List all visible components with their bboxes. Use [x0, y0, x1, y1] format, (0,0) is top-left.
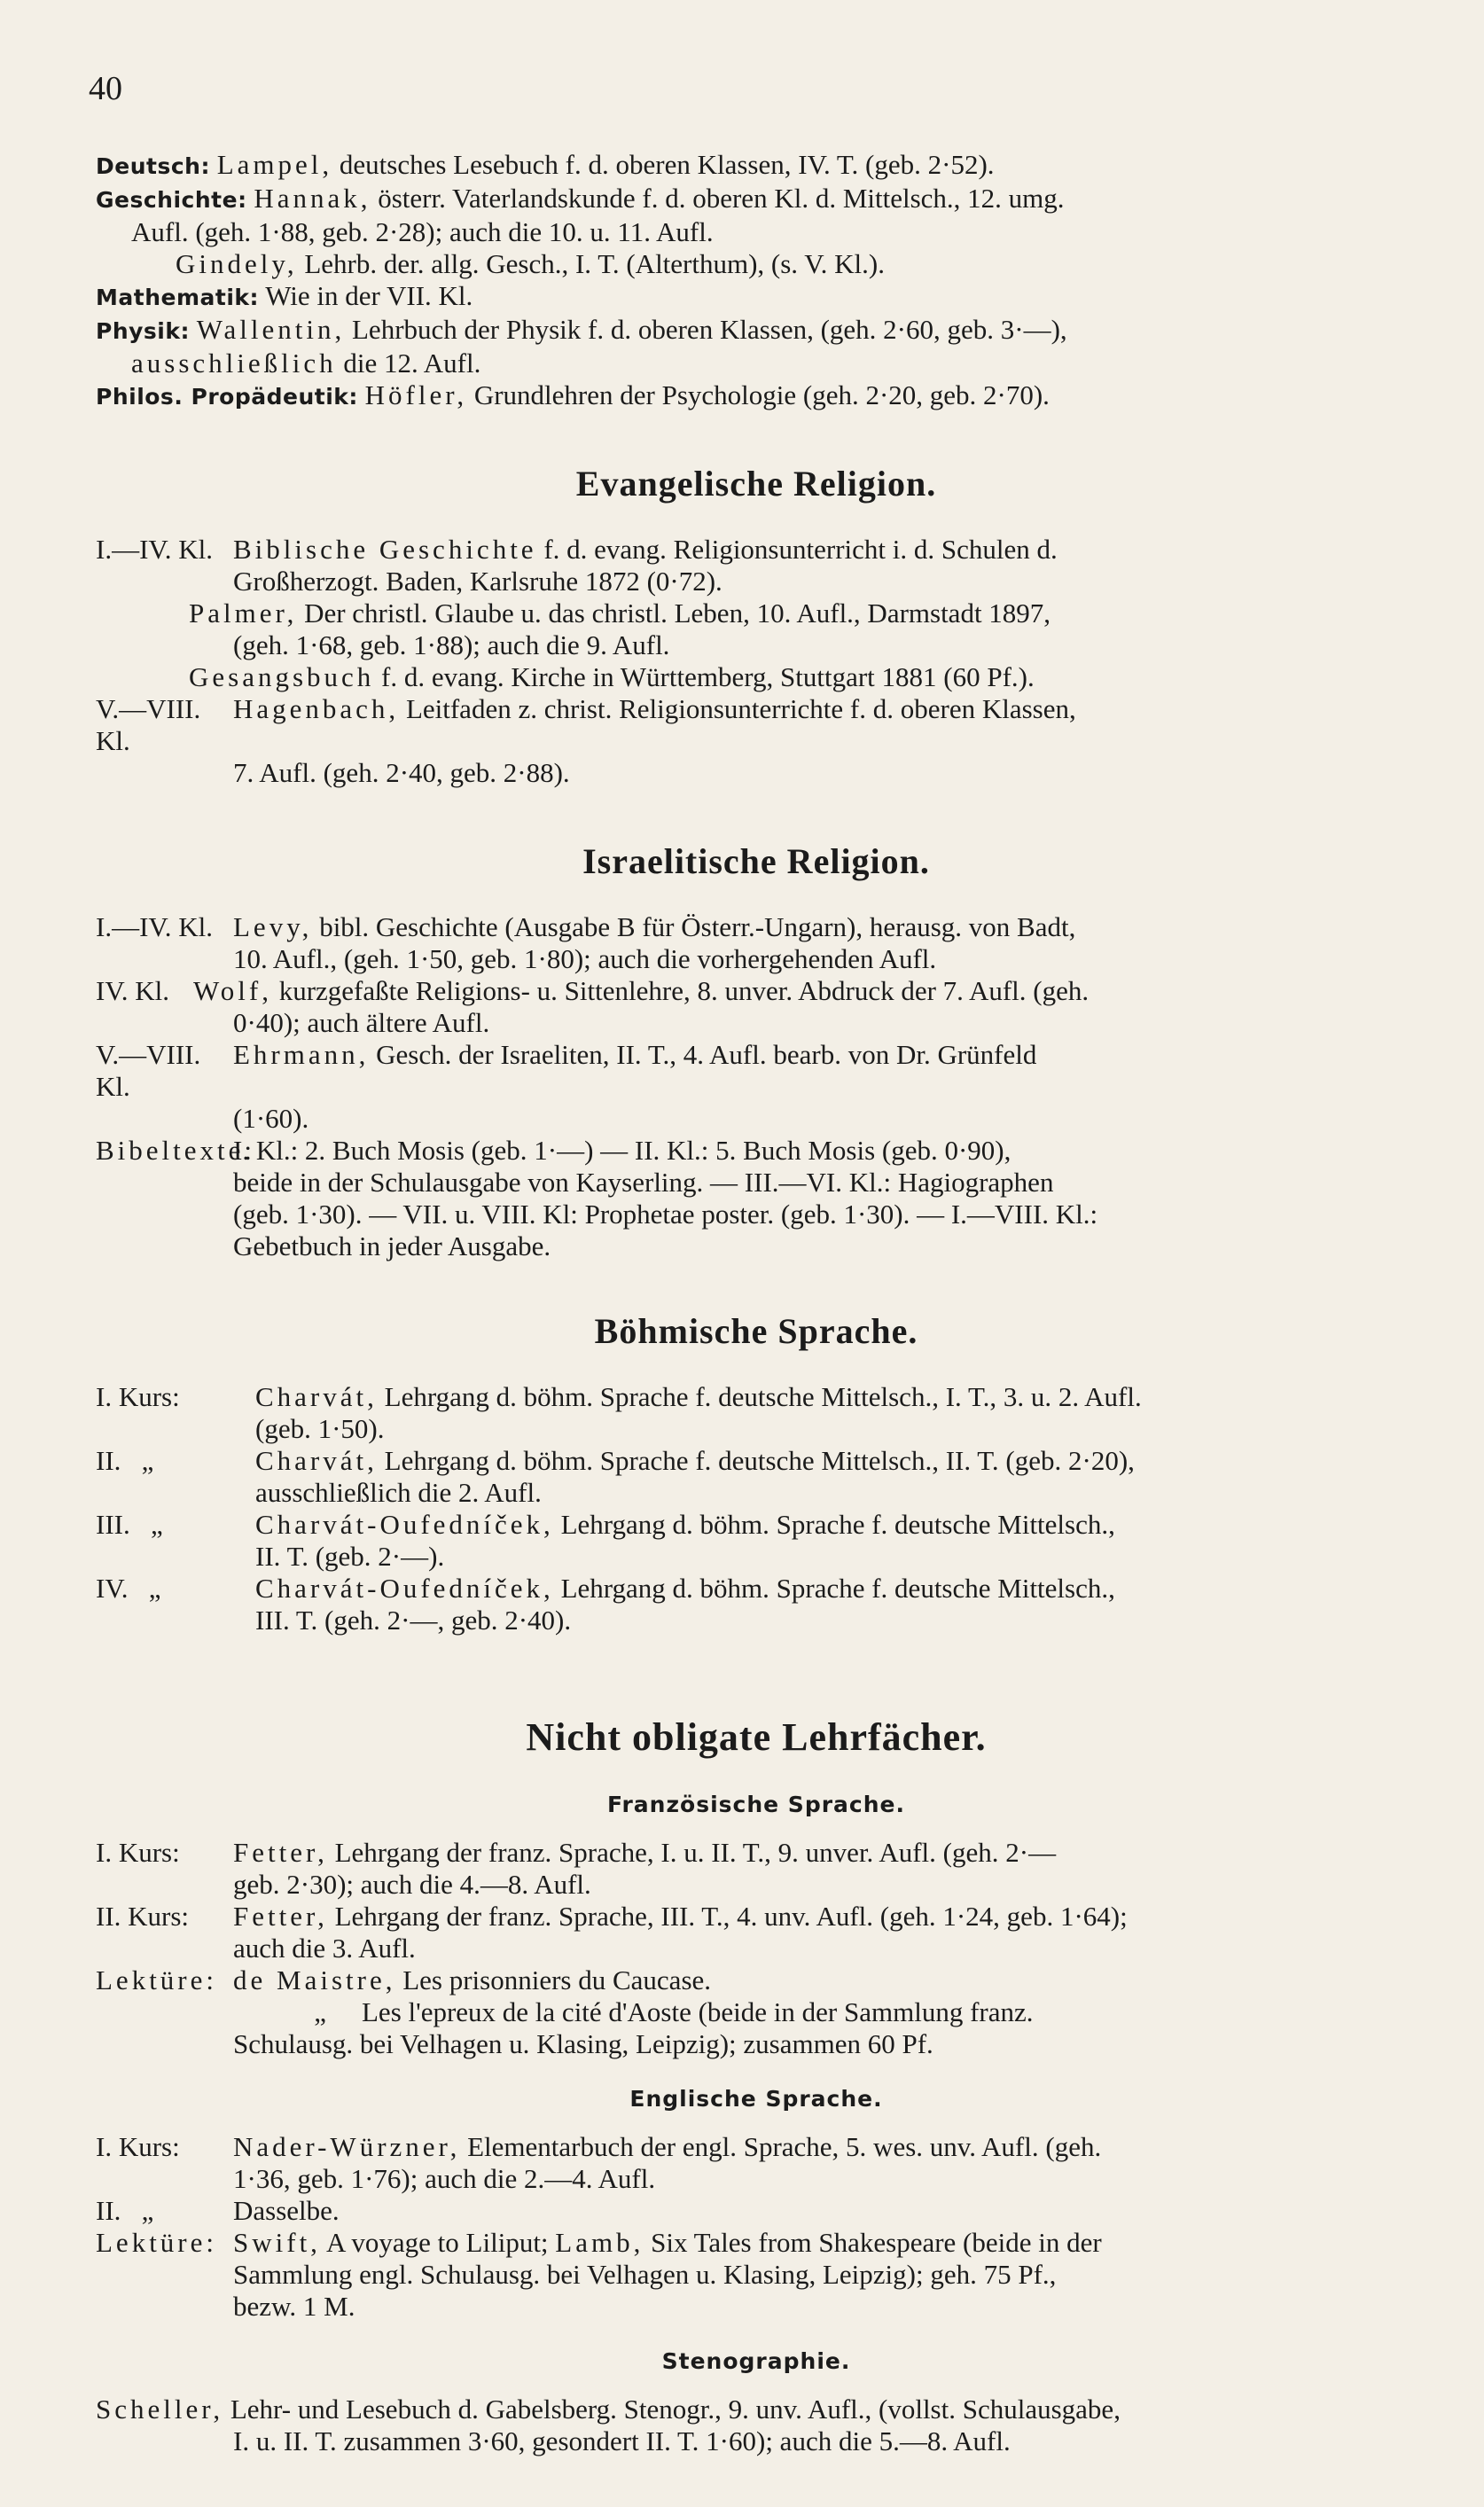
franz-lektuere-line-3: Schulausg. bei Velhagen u. Klasing, Leipzig); zusammen 60 Pf. [233, 2028, 933, 2059]
boehm-key-2: II. „ [96, 1445, 154, 1476]
franz-key-1: I. Kurs: [96, 1837, 180, 1868]
author-swift: Swift, [233, 2227, 321, 2258]
text-deutsch: deutsches Lesebuch f. d. oberen Klassen, IV. T. (geb. 2·52). [339, 149, 995, 180]
engl-line-1b: 1·36, geb. 1·76); auch die 2.—4. Aufl. [233, 2163, 656, 2194]
engl-text-2: Dasselbe. [233, 2195, 340, 2226]
text-physik-aus: ausschließlich [131, 348, 337, 379]
author-charvat-ourednicek-1: Charvát-Oufedníček, [255, 1509, 554, 1540]
text-physik-2: die 12. Aufl. [343, 348, 481, 379]
evang-line-2: Großherzogt. Baden, Karlsruhe 1872 (0·72). [233, 566, 722, 597]
author-fetter-1: Fetter, [233, 1837, 328, 1868]
title-gesangsbuch: Gesangsbuch [189, 661, 375, 692]
engl-lektuere-text-1: A voyage to Liliput; [325, 2227, 549, 2258]
franz-text-2: Lehrgang der franz. Sprache, III. T., 4. unv. Aufl. (geh. 1·24, geb. 1·64); [334, 1901, 1128, 1932]
israel-bibeltexte-1: I. Kl.: 2. Buch Mosis (geb. 1·—) — II. Kl.: 5. Buch Mosis (geb. 0·90), [233, 1135, 1011, 1166]
author-hoefler: Höfler, [364, 379, 468, 410]
author-fetter-2: Fetter, [233, 1901, 328, 1932]
evang-row-v [96, 693, 1417, 757]
author-palmer: Palmer, [189, 597, 298, 629]
author-hannak: Hannak, [254, 183, 371, 214]
ditto-mark: „ [314, 1996, 326, 2027]
boehm-line-2b: ausschließlich die 2. Aufl. [255, 1477, 542, 1508]
franz-lektuere-line-2: Les l'epreux de la cité d'Aoste (beide in der Sammlung franz. [362, 1996, 1034, 2027]
israel-key-bibeltexte: Bibeltexte: [96, 1135, 256, 1166]
entry-physik [96, 314, 1417, 379]
entry-mathematik [96, 280, 1417, 314]
author-hagenbach: Hagenbach, [233, 693, 400, 724]
israel-v-line-2: (1·60). [233, 1103, 309, 1134]
evang-gesang-text: f. d. evang. Kirche in Württemberg, Stuttgart 1881 (60 Pf.). [381, 661, 1035, 692]
israel-bibeltexte-3: (geb. 1·30). — VII. u. VIII. Kl: Prophetae poster. (geb. 1·30). — I.—VIII. Kl.: [233, 1199, 1098, 1230]
engl-row-lektuere [96, 2227, 1417, 2259]
author-de-maistre: de Maistre, [233, 1964, 396, 1995]
heading-boehmische-sprache: Böhmische Sprache. [594, 1311, 918, 1351]
steno-line-2: I. u. II. T. zusammen 3·60, gesondert II. T. 1·60); auch die 5.—8. Aufl. [233, 2425, 1011, 2456]
label-mathematik: Mathematik: [96, 285, 260, 310]
author-scheller: Scheller, [96, 2394, 224, 2425]
evang-palmer-text: Der christl. Glaube u. das christl. Leben, 10. Aufl., Darmstadt 1897, [304, 597, 1051, 629]
entry-deutsch [96, 149, 1417, 183]
franz-key-lektuere: Lektüre: [96, 1964, 218, 1995]
boehm-line-4b: III. T. (geh. 2·—, geb. 2·40). [255, 1605, 572, 1636]
author-lampel: Lampel, [216, 149, 333, 180]
boehm-row-3 [96, 1509, 1417, 1541]
israel-bibeltexte-4: Gebetbuch in jeder Ausgabe. [233, 1230, 551, 1261]
evang-text-1: f. d. evang. Religionsunterricht i. d. Schulen d. [543, 534, 1058, 565]
franz-key-2: II. Kurs: [96, 1901, 190, 1932]
franz-row-lektuere [96, 1964, 1417, 1996]
evang-key-v: V.—VIII. Kl. [96, 693, 201, 756]
engl-key-2: II. „ [96, 2195, 154, 2226]
boehm-key-3: III. „ [96, 1509, 163, 1540]
steno-text-1: Lehr- und Lesebuch d. Gabelsberg. Stenogr., 9. unv. Aufl., (vollst. Schulausgabe, [230, 2394, 1121, 2425]
boehm-row-4 [96, 1573, 1417, 1605]
page-number: 40 [89, 70, 122, 107]
boehm-key-4: IV. „ [96, 1573, 161, 1604]
text-philosophie: Grundlehren der Psychologie (geh. 2·20, geb. 2·70). [473, 379, 1050, 410]
boehm-row-2 [96, 1445, 1417, 1477]
author-charvat-2: Charvát, [255, 1445, 378, 1476]
franz-row-lektuere-2 [96, 1996, 1417, 2028]
israel-line-2: 10. Aufl., (geh. 1·50, geb. 1·80); auch die vorhergehenden Aufl. [233, 943, 937, 974]
label-deutsch: Deutsch: [96, 153, 210, 179]
engl-lektuere-line-2: Sammlung engl. Schulausg. bei Velhagen u. Klasing, Leipzig); geh. 75 Pf., [233, 2259, 1057, 2290]
franz-text-1: Lehrgang der franz. Sprache, I. u. II. T., 9. unver. Aufl. (geh. 2·— [334, 1837, 1057, 1868]
heading-stenographie: Stenographie. [661, 2348, 851, 2374]
label-geschichte: Geschichte: [96, 187, 247, 213]
israel-iv-text: kurzgefaßte Religions- u. Sittenlehre, 8. unver. Abdruck der 7. Aufl. (geh. [278, 975, 1090, 1006]
text-geschichte-2: Aufl. (geh. 1·88, geb. 2·28); auch die 10. u. 11. Aufl. [131, 216, 714, 247]
text-gindely: Lehrb. der. allg. Gesch., I. T. (Alterthum), (s. V. Kl.). [304, 248, 885, 279]
franz-line-2b: auch die 3. Aufl. [233, 1933, 416, 1964]
engl-lektuere-line-3: bezw. 1 M. [233, 2291, 355, 2322]
entry-geschichte [96, 183, 1417, 248]
franz-row-1 [96, 1837, 1417, 1869]
evang-v-text: Leitfaden z. christ. Religionsunterrichte f. d. oberen Klassen, [405, 693, 1076, 724]
israel-bibeltexte-2: beide in der Schulausgabe von Kayserling. — III.—VI. Kl.: Hagiographen [233, 1167, 1054, 1198]
evang-row-1 [96, 534, 1417, 566]
israel-key-v: V.—VIII. Kl. [96, 1039, 201, 1102]
boehm-row-1 [96, 1381, 1417, 1413]
israel-row-iv [96, 975, 1417, 1007]
boehm-text-2: Lehrgang d. böhm. Sprache f. deutsche Mittelsch., II. T. (geb. 2·20), [384, 1445, 1135, 1476]
heading-evangelische-religion: Evangelische Religion. [575, 464, 937, 504]
steno-line-1 [96, 2394, 1417, 2425]
engl-key-1: I. Kurs: [96, 2131, 180, 2162]
label-physik: Physik: [96, 318, 190, 344]
israel-text-1: bibl. Geschichte (Ausgabe B für Österr.-Ungarn), herausg. von Badt, [319, 911, 1076, 942]
israel-v-text: Gesch. der Israeliten, II. T., 4. Aufl. bearb. von Dr. Grünfeld [376, 1039, 1037, 1070]
boehm-line-1b: (geb. 1·50). [255, 1413, 385, 1444]
engl-row-1 [96, 2131, 1417, 2163]
boehm-line-3b: II. T. (geb. 2·—). [255, 1541, 445, 1572]
text-mathematik: Wie in der VII. Kl. [265, 280, 473, 311]
author-wolf: Wolf, [193, 975, 272, 1006]
entry-philosophie [96, 379, 1417, 413]
israel-row-1 [96, 911, 1417, 943]
author-ehrmann: Ehrmann, [233, 1039, 370, 1070]
heading-englische-sprache: Englische Sprache. [629, 2086, 883, 2112]
boehm-key-1: I. Kurs: [96, 1381, 180, 1412]
page-content [96, 149, 1417, 2457]
boehm-text-3: Lehrgang d. böhm. Sprache f. deutsche Mittelsch., [560, 1509, 1115, 1540]
evang-palmer [96, 597, 1417, 629]
evang-v-line-2: 7. Aufl. (geh. 2·40, geb. 2·88). [233, 757, 570, 788]
text-geschichte-1: österr. Vaterlandskunde f. d. oberen Kl. d. Mittelsch., 12. umg. [378, 183, 1065, 214]
label-philosophie: Philos. Propädeutik: [96, 384, 358, 410]
evang-palmer-line-2: (geh. 1·68, geb. 1·88); auch die 9. Aufl. [233, 629, 670, 660]
boehm-text-1: Lehrgang d. böhm. Sprache f. deutsche Mittelsch., I. T., 3. u. 2. Aufl. [384, 1381, 1142, 1412]
author-charvat-ourednicek-2: Charvát-Oufedníček, [255, 1573, 554, 1604]
israel-key-1: I.—IV. Kl. [96, 911, 214, 942]
evang-gesangbuch [96, 661, 1417, 693]
author-charvat-1: Charvát, [255, 1381, 378, 1412]
heading-nicht-obligate-lehrfaecher: Nicht obligate Lehrfächer. [526, 1715, 987, 1759]
franz-lektuere-text: Les prisonniers du Caucase. [402, 1964, 712, 1995]
israel-row-bibeltexte [96, 1135, 1417, 1167]
israel-iv-line-2: 0·40); auch ältere Aufl. [233, 1007, 490, 1038]
entry-gindely [96, 248, 1417, 280]
engl-row-2 [96, 2195, 1417, 2227]
franz-row-2 [96, 1901, 1417, 1933]
author-levy: Levy, [233, 911, 313, 942]
author-wallentin: Wallentin, [196, 314, 346, 345]
evang-key-1: I.—IV. Kl. [96, 534, 214, 565]
author-lamb: Lamb, [555, 2227, 644, 2258]
israel-key-iv: IV. Kl. [96, 975, 169, 1006]
title-biblische-geschichte: Biblische Geschichte [233, 534, 537, 565]
heading-israelitische-religion: Israelitische Religion. [582, 841, 930, 881]
engl-lektuere-text-2: Six Tales from Shakespeare (beide in der [651, 2227, 1102, 2258]
boehm-text-4: Lehrgang d. böhm. Sprache f. deutsche Mittelsch., [560, 1573, 1115, 1604]
engl-text-1: Elementarbuch der engl. Sprache, 5. wes. unv. Aufl. (geh. [467, 2131, 1102, 2162]
heading-franzoesische-sprache: Französische Sprache. [607, 1792, 905, 1817]
author-nader-wuerzner: Nader-Würzner, [233, 2131, 461, 2162]
franz-line-1b: geb. 2·30); auch die 4.—8. Aufl. [233, 1869, 591, 1900]
engl-key-lektuere: Lektüre: [96, 2227, 218, 2258]
author-gindely: Gindely, [176, 248, 298, 279]
text-physik: Lehrbuch der Physik f. d. oberen Klassen, (geh. 2·60, geb. 3·—), [352, 314, 1067, 345]
israel-row-v [96, 1039, 1417, 1103]
